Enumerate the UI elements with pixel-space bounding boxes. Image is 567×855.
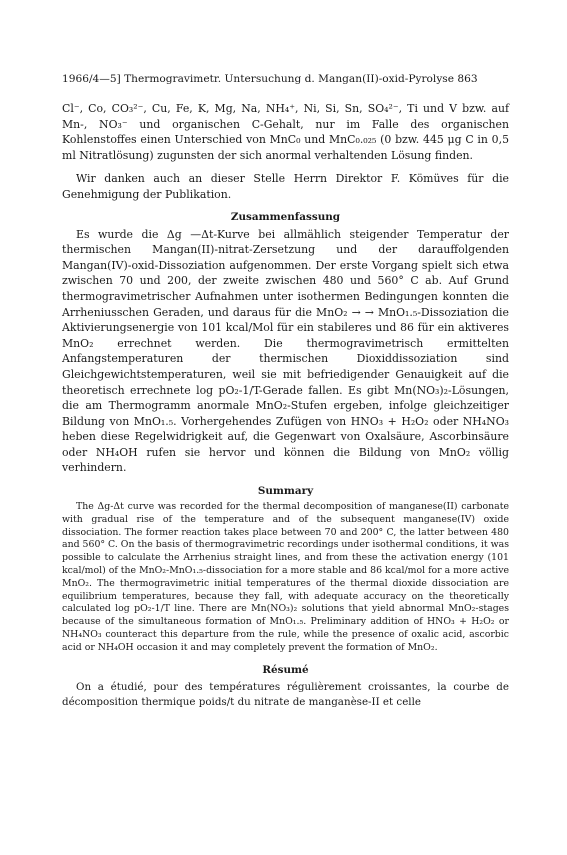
acknowledgement-paragraph: Wir danken auch an dieser Stelle Herrn Direktor F. Kömüves für die Genehmigung der Publikation.: [62, 172, 509, 201]
zusammenfassung-heading: Zusammenfassung: [230, 210, 341, 223]
zusammenfassung-text: Es wurde die Δg —Δt-Kurve bei allmählich steigender Temperatur der thermischen Mangan(II)-nitrat-Zersetzung und der darauffolgenden Mangan(IV)-oxid-Dissoziation aufgenommen. Der erste Vorgang spielt sich etwa zwischen 70 und 200, der zweite zwischen 480 und 560° C ab. Auf Grund thermogravimetrischer Aufnahmen unter isothermen Bedingungen konnten die Arrheniusschen Geraden, und daraus für die MnO₂ → → MnO₁.₅-Dissoziation die Aktivierungsenergie von 101 kcal/Mol für ein stabileres und 86 für ein aktiveres MnO₂ errechnet werden. Die thermogravimetrisch ermittelten Anfangstemperaturen der thermischen Dioxiddissoziation sind Gleichgewichtstemperaturen, weil sie mit befriedigender Genauigkeit auf die theoretisch errechnete log pO₂-1/T-Gerade fallen. Es gibt Mn(NO₃)₂-Lösungen, die am Thermogramm anormale MnO₂-Stufen ergeben, infolge gleichzeitiger Bildung von MnO₁.₅. Vorhergehendes Zufügen von HNO₃ + H₂O₂ oder NH₄NO₃ heben diese Regelwidrigkeit auf, die Gegenwart von Oxalsäure, Ascorbinsäure oder NH₄OH rufen sie hervor und können die Bildung von MnO₂ völlig verhindern.: [62, 227, 509, 475]
summary-heading: Summary: [257, 485, 314, 498]
resume-text: On a étudié, pour des températures régulièrement croissantes, la courbe de décomposition thermique poids/t du nitrate de manganèse-II et celle: [62, 680, 509, 708]
resume-heading: Résumé: [262, 663, 309, 676]
summary-text: The Δg-Δt curve was recorded for the thermal decomposition of manganese(II) carbonate with gradual rise of the temperature and of the subsequent manganese(IV) oxide dissociation. The former reaction takes place between 70 and 200° C, the latter between 480 and 560° C. On the basis of thermogravimetric recordings under isothermal conditions, it was possible to calculate the Arrhenius straight lines, and from these the activation energy (101 kcal/mol) of the MnO₂-MnO₁.₅-dissociation for a more stable and 86 kcal/mol for a more active MnO₂. The thermogravimetric initial temperatures of the thermal dioxide dissociation are equilibrium temperatures, because they fall, with adequate accuracy on the theoretically calculated log pO₂-1/T line. There are Mn(NO₃)₂ solutions that yield abnormal MnO₂-stages because of the simultaneous formation of MnO₁.₅. Preliminary addition of HNO₃ + H₂O₂ or NH₄NO₃ counteract this departure from the rule, while the presence of oxalic acid, ascorbic acid or NH₄OH occasion it and may completely prevent the formation of MnO₂.: [62, 501, 509, 653]
continuation-paragraph: Cl⁻, Co, CO₃²⁻, Cu, Fe, K, Mg, Na, NH₄⁺, Ni, Si, Sn, SO₄²⁻, Ti und V bzw. auf Mn-, NO₃⁻ und organischen C-Gehalt, nur im Falle des organischen Kohlenstoffes einen Unterschied von MnC₀ und MnC₀.₀₂₅ (0 bzw. 445 μg C in 0,5 ml Nitratlösung) zugunsten der sich anormal verhaltenden Lösung finden.: [62, 102, 509, 162]
running-head: 1966/4—5] Thermogravimetr. Untersuchung d. Mangan(II)-oxid-Pyrolyse 863: [62, 73, 478, 85]
